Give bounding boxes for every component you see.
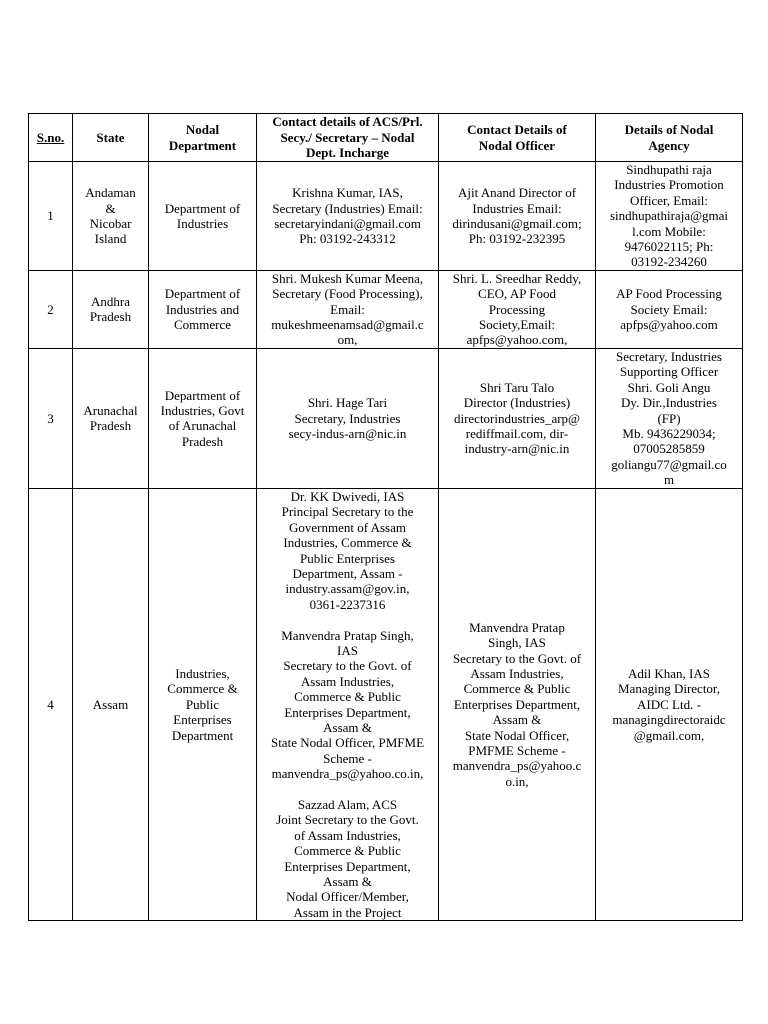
cell-officer: Ajit Anand Director of Industries Email: dirindusani@gmail.com; Ph: 03192-232395 — [439, 162, 596, 271]
cell-officer: Manvendra Pratap Singh, IAS Secretary to the Govt. of Assam Industries, Commerce & Public Enterprises Department, Assam & State Nodal Officer, PMFME Scheme - manvendra_ps@yahoo.c o.in, — [439, 488, 596, 920]
table-row — [29, 348, 743, 488]
cell-department: Department of Industries — [149, 162, 257, 271]
cell-state: Arunachal Pradesh — [73, 348, 149, 488]
cell-officer: Shri. L. Sreedhar Reddy, CEO, AP Food Processing Society,Email: apfps@yahoo.com, — [439, 270, 596, 348]
table-row — [29, 162, 743, 271]
header-secretary-contact: Contact details of ACS/Prl. Secy./ Secretary – Nodal Dept. Incharge — [257, 114, 439, 162]
cell-agency: Sindhupathi raja Industries Promotion Officer, Email: sindhupathiraja@gmai l.com Mobile: 9476022115; Ph: 03192-234260 — [596, 162, 743, 271]
header-state: State — [73, 114, 149, 162]
cell-sno: 4 — [29, 488, 73, 920]
nodal-contacts-table — [28, 113, 743, 921]
cell-secretary: Shri. Hage Tari Secretary, Industries secy-indus-arn@nic.in — [257, 348, 439, 488]
cell-secretary: Shri. Mukesh Kumar Meena, Secretary (Food Processing), Email: mukeshmeenamsad@gmail.c om, — [257, 270, 439, 348]
header-sno: S.no. — [29, 114, 73, 162]
table-row — [29, 270, 743, 348]
cell-officer: Shri Taru Talo Director (Industries) directorindustries_arp@ rediffmail.com, dir- industry-arn@nic.in — [439, 348, 596, 488]
header-nodal-officer-contact: Contact Details of Nodal Officer — [439, 114, 596, 162]
cell-state: Andaman & Nicobar Island — [73, 162, 149, 271]
header-nodal-agency: Details of Nodal Agency — [596, 114, 743, 162]
cell-secretary: Dr. KK Dwivedi, IAS Principal Secretary to the Government of Assam Industries, Commerce & Public Enterprises Department, Assam - industry.assam@gov.in, 0361-2237316 Manvendra Pratap Singh, IAS Secretary to the Govt. of Assam Industries, Commerce & Public Enterprises Department, Assam & State Nodal Officer, PMFME Scheme - manvendra_ps@yahoo.co.in, Sazzad Alam, ACS Joint Secretary to the Govt. of Assam Industries, Commerce & Public Enterprises Department, Assam & Nodal Officer/Member, Assam in the Project — [257, 488, 439, 920]
cell-agency: AP Food Processing Society Email: apfps@yahoo.com — [596, 270, 743, 348]
cell-department: Department of Industries, Govt of Arunachal Pradesh — [149, 348, 257, 488]
cell-agency: Adil Khan, IAS Managing Director, AIDC Ltd. - managingdirectoraidc @gmail.com, — [596, 488, 743, 920]
cell-state: Assam — [73, 488, 149, 920]
cell-state: Andhra Pradesh — [73, 270, 149, 348]
cell-department: Department of Industries and Commerce — [149, 270, 257, 348]
cell-sno: 3 — [29, 348, 73, 488]
cell-department: Industries, Commerce & Public Enterprises Department — [149, 488, 257, 920]
cell-agency: Secretary, Industries Supporting Officer Shri. Goli Angu Dy. Dir.,Industries (FP) Mb. 9436229034; 07005285859 goliangu77@gmail.co m — [596, 348, 743, 488]
cell-sno: 1 — [29, 162, 73, 271]
table-row — [29, 488, 743, 920]
header-nodal-department: Nodal Department — [149, 114, 257, 162]
table-header-row — [29, 114, 743, 162]
cell-secretary: Krishna Kumar, IAS, Secretary (Industries) Email: secretaryindani@gmail.com Ph: 03192-243312 — [257, 162, 439, 271]
cell-sno: 2 — [29, 270, 73, 348]
